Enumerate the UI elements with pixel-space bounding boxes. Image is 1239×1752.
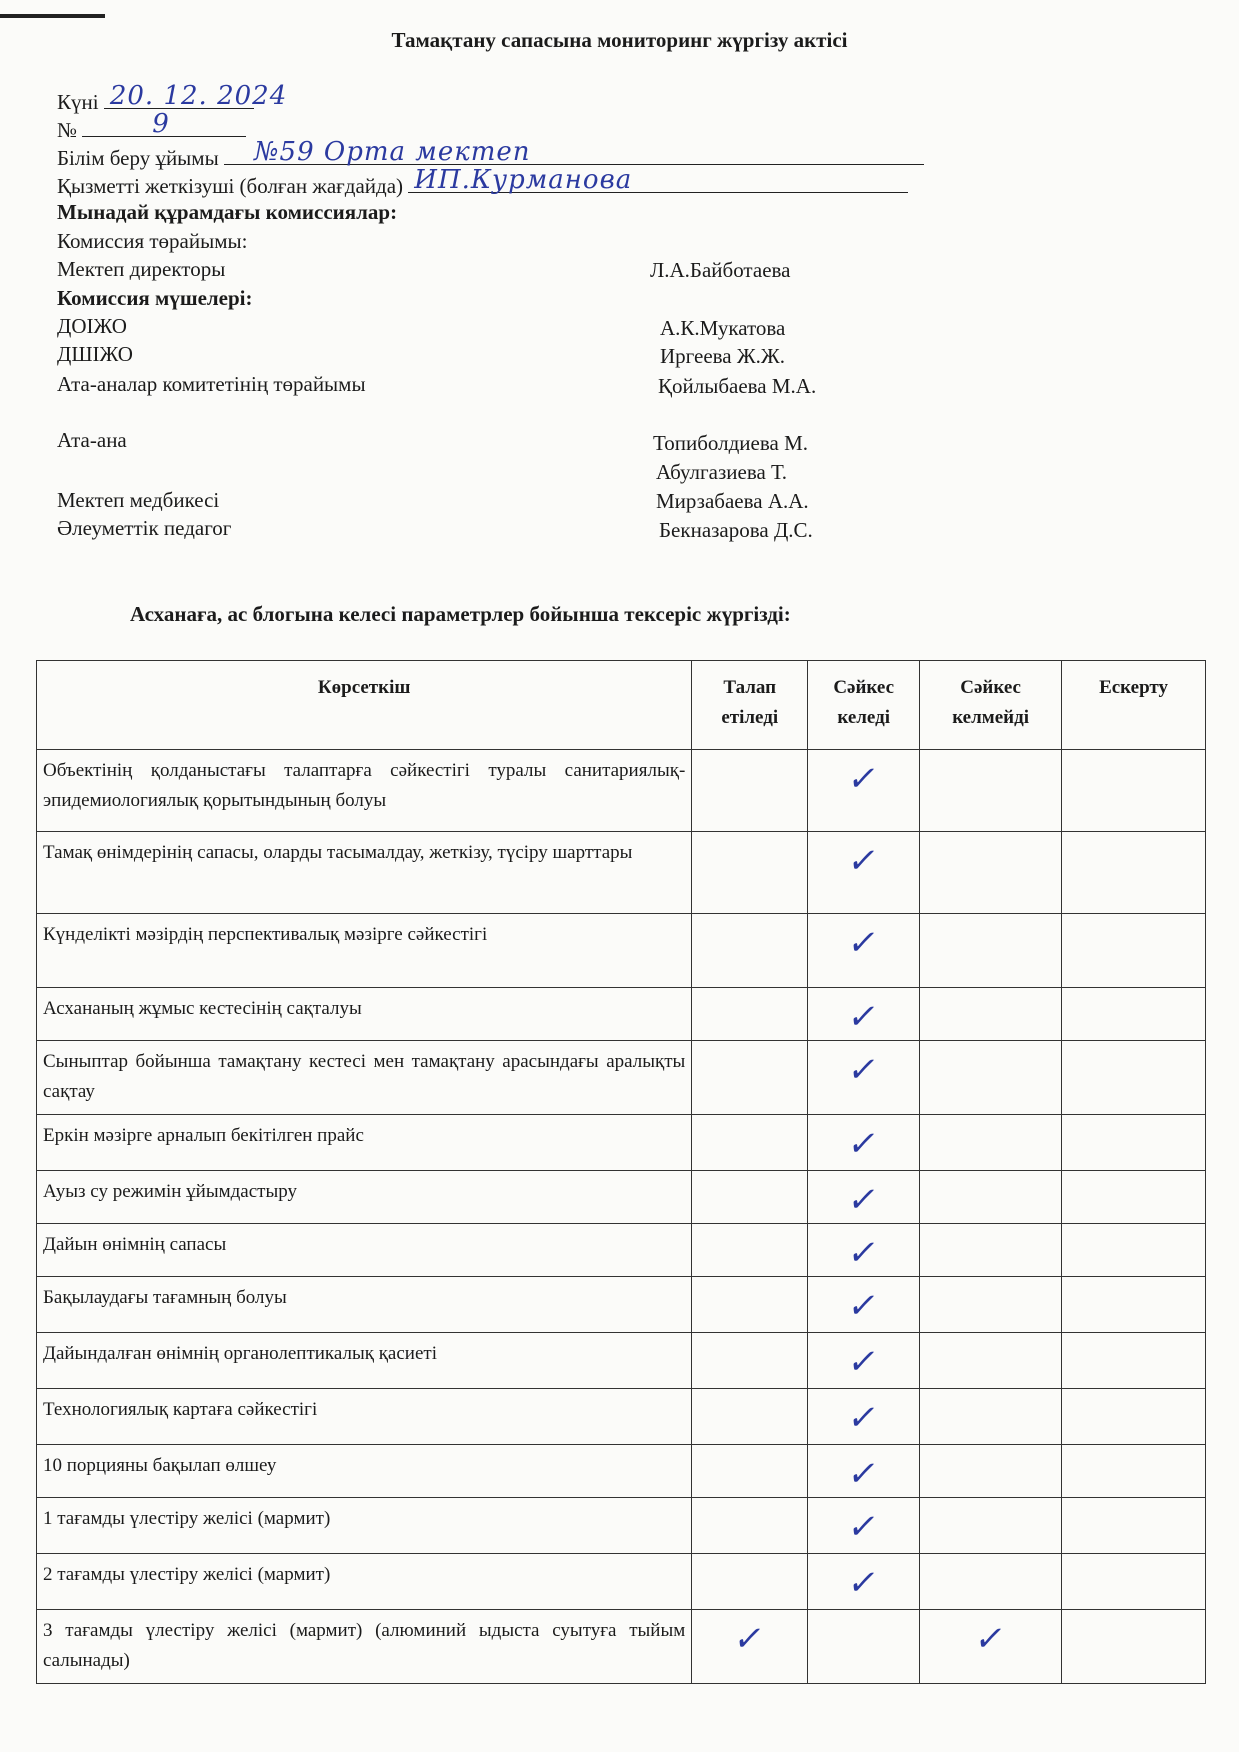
- note-cell: [1062, 1224, 1206, 1277]
- org-field: [224, 137, 924, 167]
- member-role: Ата-аналар комитетінің төрайымы: [57, 372, 366, 396]
- table-row: [37, 1389, 1206, 1445]
- note-cell: [1062, 1171, 1206, 1224]
- supplier-field: [408, 165, 908, 195]
- note-cell: [1062, 914, 1206, 988]
- required-cell: [692, 1389, 808, 1445]
- inspection-subtitle: Асханаға, ас блогына келесі параметрлер бойынша тексеріс жүргізді:: [130, 602, 791, 626]
- check-mark-icon: ✓: [731, 1619, 769, 1659]
- indicator-text: Асхананың жұмыс кестесінің сақталуы: [37, 988, 692, 1041]
- table-row: [37, 1445, 1206, 1498]
- match-cell: [808, 914, 920, 988]
- table-row: [37, 914, 1206, 988]
- nomatch-cell: [920, 832, 1062, 914]
- number-line: [57, 109, 246, 143]
- match-cell: [808, 1445, 920, 1498]
- indicator-text: Объектінің қолданыстағы талаптарға сәйкестігі туралы санитариялық-эпидемиологиялық қорытындының болуы: [37, 750, 692, 832]
- match-cell: [808, 1389, 920, 1445]
- member-name: Қойлыбаева М.А.: [658, 374, 817, 398]
- nomatch-cell: [920, 1389, 1062, 1445]
- nomatch-cell: [920, 988, 1062, 1041]
- org-label: Білім беру ұйымы: [57, 146, 219, 170]
- nomatch-cell: [920, 750, 1062, 832]
- note-cell: [1062, 1498, 1206, 1554]
- supplier-label: Қызметті жеткізуші (болған жағдайда): [57, 174, 404, 198]
- table-row: [37, 1171, 1206, 1224]
- indicator-text: 2 тағамды үлестіру желісі (мармит): [37, 1554, 692, 1610]
- note-cell: [1062, 1389, 1206, 1445]
- nomatch-cell: [920, 1333, 1062, 1389]
- indicator-text: Дайындалған өнімнің органолептикалық қасиеті: [37, 1333, 692, 1389]
- supplier-line: [57, 165, 908, 199]
- col-header-indicator: Көрсеткіш: [37, 661, 692, 750]
- required-cell: [692, 832, 808, 914]
- indicator-text: Ауыз су режимін ұйымдастыру: [37, 1171, 692, 1224]
- required-cell: [692, 1041, 808, 1115]
- number-label: №: [57, 118, 78, 142]
- indicator-text: Дайын өнімнің сапасы: [37, 1224, 692, 1277]
- indicator-text: Еркін мәзірге арналып бекітілген прайс: [37, 1115, 692, 1171]
- match-cell: [808, 1224, 920, 1277]
- required-cell: [692, 914, 808, 988]
- member-name: Иргеева Ж.Ж.: [660, 344, 785, 368]
- date-value: 20. 12. 2024: [109, 81, 288, 111]
- nomatch-cell: [920, 914, 1062, 988]
- required-cell: [692, 1171, 808, 1224]
- match-cell: [808, 1610, 920, 1684]
- check-mark-icon: ✓: [845, 1563, 883, 1603]
- table-row: [37, 1333, 1206, 1389]
- indicator-text: Сыныптар бойынша тамақтану кестесі мен тамақтану арасындағы аралықты сақтау: [37, 1041, 692, 1115]
- commission-heading: Мынадай құрамдағы комиссиялар:: [57, 200, 398, 224]
- table-row: [37, 988, 1206, 1041]
- table-row: [37, 1554, 1206, 1610]
- match-cell: [808, 1041, 920, 1115]
- indicator-text: Бақылаудағы тағамның болуы: [37, 1277, 692, 1333]
- note-cell: [1062, 832, 1206, 914]
- col-header-note: Ескерту: [1062, 661, 1206, 750]
- table-row: [37, 1041, 1206, 1115]
- check-mark-icon: ✓: [972, 1619, 1010, 1659]
- member-role: ДОІЖО: [57, 314, 127, 338]
- note-cell: [1062, 1041, 1206, 1115]
- match-cell: [808, 1333, 920, 1389]
- match-cell: [808, 1115, 920, 1171]
- col-header-match: Сәйкес келеді: [808, 661, 920, 750]
- member-name: Топиболдиева М.: [653, 431, 808, 455]
- nomatch-cell: [920, 1610, 1062, 1684]
- table-row: [37, 1277, 1206, 1333]
- required-cell: [692, 1445, 808, 1498]
- note-cell: [1062, 1115, 1206, 1171]
- col-header-required: Талап етіледі: [692, 661, 808, 750]
- note-cell: [1062, 1333, 1206, 1389]
- check-mark-icon: ✓: [845, 759, 883, 799]
- member-name: А.К.Мукатова: [660, 316, 786, 340]
- check-mark-icon: ✓: [845, 1124, 883, 1164]
- supplier-value: ИП.Курманова: [414, 165, 633, 195]
- table-header-row: [37, 661, 1206, 750]
- check-mark-icon: ✓: [845, 1454, 883, 1494]
- note-cell: [1062, 988, 1206, 1041]
- table-row: [37, 1115, 1206, 1171]
- member-role: Әлеуметтік педагог: [57, 516, 232, 540]
- required-cell: [692, 1224, 808, 1277]
- org-value: №59 Орта мектеп: [253, 137, 531, 167]
- document-title: Тамақтану сапасына мониторинг жүргізу актісі: [391, 28, 848, 52]
- nomatch-cell: [920, 1554, 1062, 1610]
- match-cell: [808, 750, 920, 832]
- required-cell: [692, 1554, 808, 1610]
- indicator-text: Технологиялық картаға сәйкестігі: [37, 1389, 692, 1445]
- members-heading: Комиссия мүшелері:: [57, 286, 253, 310]
- required-cell: [692, 1115, 808, 1171]
- match-cell: [808, 1277, 920, 1333]
- check-mark-icon: ✓: [845, 997, 883, 1037]
- member-name: Мирзабаева А.А.: [656, 489, 809, 513]
- chair-role: Мектеп директоры: [57, 257, 226, 281]
- nomatch-cell: [920, 1171, 1062, 1224]
- note-cell: [1062, 1610, 1206, 1684]
- check-mark-icon: ✓: [845, 1398, 883, 1438]
- check-mark-icon: ✓: [845, 1050, 883, 1090]
- required-cell: [692, 988, 808, 1041]
- match-cell: [808, 1498, 920, 1554]
- note-cell: [1062, 1445, 1206, 1498]
- match-cell: [808, 832, 920, 914]
- check-mark-icon: ✓: [845, 1180, 883, 1220]
- check-mark-icon: ✓: [845, 1233, 883, 1273]
- table-row: [37, 1610, 1206, 1684]
- table-row: [37, 1498, 1206, 1554]
- member-role: Мектеп медбикесі: [57, 488, 220, 512]
- required-cell: [692, 1277, 808, 1333]
- indicator-text: 3 тағамды үлестіру желісі (мармит) (алюминий ыдыста суытуға тыйым салынады): [37, 1610, 692, 1684]
- check-mark-icon: ✓: [845, 841, 883, 881]
- chair-label: Комиссия төрайымы:: [57, 229, 248, 253]
- check-mark-icon: ✓: [845, 923, 883, 963]
- check-mark-icon: ✓: [845, 1286, 883, 1326]
- match-cell: [808, 988, 920, 1041]
- required-cell: [692, 1610, 808, 1684]
- number-field: [82, 109, 246, 139]
- inspection-table: [36, 660, 1206, 1684]
- top-edge-mark: [0, 14, 105, 18]
- member-role: ДШІЖО: [57, 342, 133, 366]
- date-field: [104, 81, 288, 111]
- note-cell: [1062, 1277, 1206, 1333]
- check-mark-icon: ✓: [845, 1507, 883, 1547]
- nomatch-cell: [920, 1224, 1062, 1277]
- indicator-text: Тамақ өнімдерінің сапасы, оларды тасымалдау, жеткізу, түсіру шарттары: [37, 832, 692, 914]
- nomatch-cell: [920, 1498, 1062, 1554]
- nomatch-cell: [920, 1277, 1062, 1333]
- required-cell: [692, 1333, 808, 1389]
- required-cell: [692, 750, 808, 832]
- number-value: 9: [152, 109, 170, 139]
- table-row: [37, 832, 1206, 914]
- table-row: [37, 1224, 1206, 1277]
- col-header-nomatch: Сәйкес келмейді: [920, 661, 1062, 750]
- table-row: [37, 750, 1206, 832]
- indicator-text: 1 тағамды үлестіру желісі (мармит): [37, 1498, 692, 1554]
- member-name: Абулгазиева Т.: [656, 460, 788, 484]
- note-cell: [1062, 750, 1206, 832]
- nomatch-cell: [920, 1041, 1062, 1115]
- indicator-text: 10 порцияны бақылап өлшеу: [37, 1445, 692, 1498]
- check-mark-icon: ✓: [845, 1342, 883, 1382]
- date-label: Күні: [57, 90, 99, 114]
- match-cell: [808, 1171, 920, 1224]
- match-cell: [808, 1554, 920, 1610]
- note-cell: [1062, 1554, 1206, 1610]
- member-name: Бекназарова Д.С.: [659, 518, 813, 542]
- indicator-text: Күнделікті мәзірдің перспективалық мәзірге сәйкестігі: [37, 914, 692, 988]
- chair-name: Л.А.Байботаева: [650, 258, 791, 282]
- nomatch-cell: [920, 1115, 1062, 1171]
- member-role: Ата-ана: [57, 428, 127, 452]
- required-cell: [692, 1498, 808, 1554]
- nomatch-cell: [920, 1445, 1062, 1498]
